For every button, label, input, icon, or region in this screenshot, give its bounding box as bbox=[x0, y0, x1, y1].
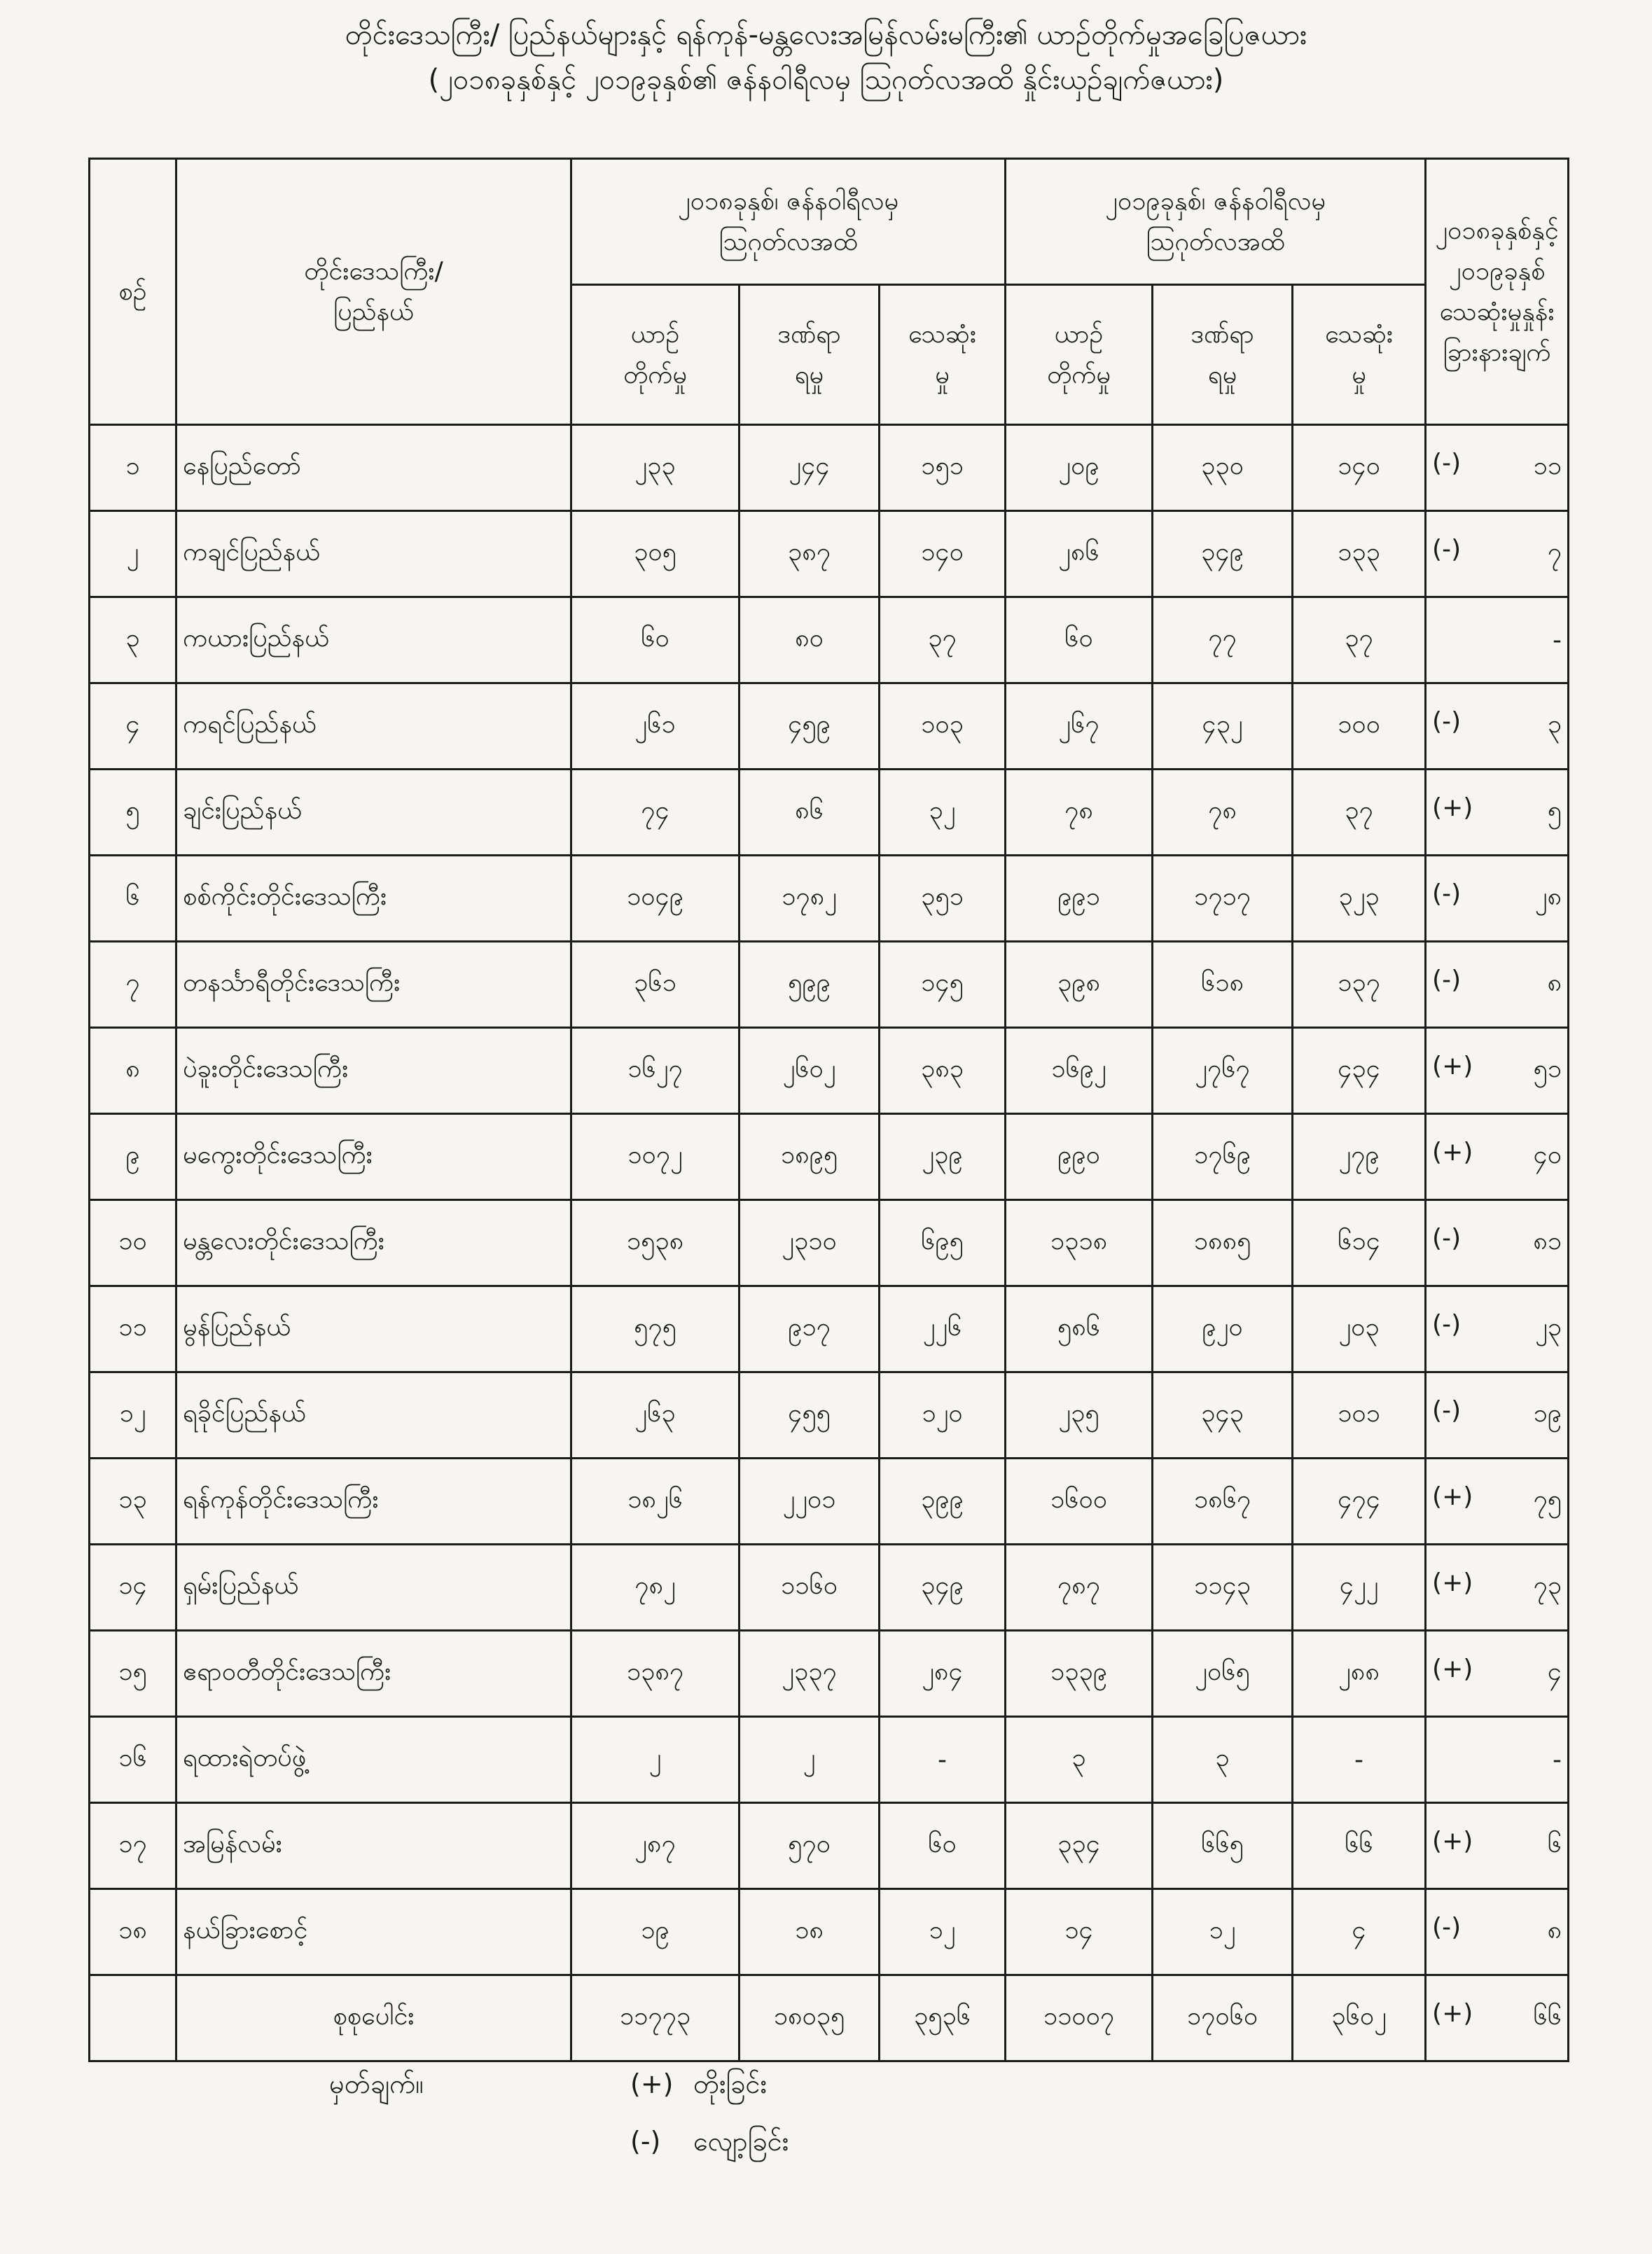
injured-2019: ၂၇၆၇ bbox=[1153, 1028, 1293, 1114]
deaths-2018: ၁၀၃ bbox=[880, 683, 1006, 770]
header-serial: စဉ် bbox=[90, 159, 176, 425]
table-row bbox=[90, 1286, 1569, 1372]
deaths-2019: ၃၇ bbox=[1293, 770, 1426, 856]
header-region-line-1: တိုင်းဒေသကြီး/ bbox=[304, 256, 443, 286]
deaths-2018: ၃၅၁ bbox=[880, 856, 1006, 942]
header-period-2018 bbox=[571, 159, 1006, 285]
table-row bbox=[90, 1889, 1569, 1975]
injured-2018: ၂၃၃၇ bbox=[740, 1631, 880, 1717]
accidents-2019: ၁၆၀၀ bbox=[1006, 1459, 1153, 1545]
region-name: ရထားရဲတပ်ဖွဲ့ bbox=[176, 1717, 571, 1803]
note-text-increase: တိုးခြင်း bbox=[693, 2068, 768, 2099]
injured-2018: ၂၂၀၁ bbox=[740, 1459, 880, 1545]
table-row bbox=[90, 1200, 1569, 1286]
header-injured-2019 bbox=[1153, 285, 1293, 425]
total-row bbox=[90, 1975, 1569, 2061]
note-text-decrease: လျော့ခြင်း bbox=[693, 2126, 789, 2157]
injured-2019: ၁၈၈၅ bbox=[1153, 1200, 1293, 1286]
header-deaths-2018-line-2: မှု bbox=[935, 360, 950, 389]
accidents-2019: ၂၃၅ bbox=[1006, 1372, 1153, 1459]
accidents-2018: ၁၀၄၉ bbox=[571, 856, 740, 942]
deaths-2018: ၂၃၉ bbox=[880, 1114, 1006, 1200]
accidents-2019: ၁၃၃၉ bbox=[1006, 1631, 1153, 1717]
total-serial-cell bbox=[90, 1975, 176, 2061]
injured-2019: ၁၈၆၇ bbox=[1153, 1459, 1293, 1545]
region-name: ချင်းပြည်နယ် bbox=[176, 770, 571, 856]
deaths-2019: ၂၀၃ bbox=[1293, 1286, 1426, 1372]
accidents-2019: ၅၈၆ bbox=[1006, 1286, 1153, 1372]
note-sign-decrease: (-) bbox=[630, 2126, 661, 2157]
region-name: ကယားပြည်နယ် bbox=[176, 597, 571, 683]
death-difference bbox=[1426, 942, 1569, 1028]
injured-2019: ၁၁၄၃ bbox=[1153, 1545, 1293, 1631]
difference-value: ၇ bbox=[1547, 538, 1562, 566]
difference-sign: (+) bbox=[1432, 1482, 1473, 1511]
table-row bbox=[90, 597, 1569, 683]
difference-value: ၇၅ bbox=[1533, 1485, 1562, 1514]
deaths-2019: ၁၃၃ bbox=[1293, 511, 1426, 597]
deaths-2019: ၁၄၀ bbox=[1293, 425, 1426, 511]
difference-value: ၈ bbox=[1547, 968, 1562, 997]
death-difference bbox=[1426, 1286, 1569, 1372]
accidents-2018: ၁၈၂၆ bbox=[571, 1459, 740, 1545]
region-name: ဧရာဝတီတိုင်းဒေသကြီး bbox=[176, 1631, 571, 1717]
header-injured-2019-line-1: ဒဏ်ရာ bbox=[1191, 319, 1254, 349]
difference-sign: (-) bbox=[1432, 1224, 1462, 1253]
table-row bbox=[90, 1631, 1569, 1717]
header-accidents-2019 bbox=[1006, 285, 1153, 425]
header-accidents-2019-line-1: ယာဉ် bbox=[1054, 319, 1104, 349]
total-label: စုစုပေါင်း bbox=[176, 1975, 571, 2061]
region-name: မန္တလေးတိုင်းဒေသကြီး bbox=[176, 1200, 571, 1286]
death-difference bbox=[1426, 770, 1569, 856]
deaths-2018: ၃၇ bbox=[880, 597, 1006, 683]
deaths-2018: ၁၄၅ bbox=[880, 942, 1006, 1028]
death-difference bbox=[1426, 511, 1569, 597]
deaths-2018: ၂၈၄ bbox=[880, 1631, 1006, 1717]
accidents-2019: ၃၃၄ bbox=[1006, 1803, 1153, 1889]
injured-2018: ၁၇၈၂ bbox=[740, 856, 880, 942]
total-injured-2019: ၁၇၀၆၀ bbox=[1153, 1975, 1293, 2061]
difference-value: ၂၃ bbox=[1535, 1313, 1562, 1342]
accidents-2018: ၆၀ bbox=[571, 597, 740, 683]
header-injured-2018 bbox=[740, 285, 880, 425]
death-difference bbox=[1426, 1803, 1569, 1889]
death-difference bbox=[1426, 1114, 1569, 1200]
header-comparison-line-2: ၂၀၁၉ခုနှစ် bbox=[1448, 256, 1546, 286]
accidents-2018: ၂၃၃ bbox=[571, 425, 740, 511]
accidents-2018: ၅၇၅ bbox=[571, 1286, 740, 1372]
header-deaths-2019 bbox=[1293, 285, 1426, 425]
total-deaths-2018: ၃၅၃၆ bbox=[880, 1975, 1006, 2061]
death-difference bbox=[1426, 1889, 1569, 1975]
death-difference bbox=[1426, 1459, 1569, 1545]
accidents-2019: ၇၈၇ bbox=[1006, 1545, 1153, 1631]
difference-value: - bbox=[1553, 625, 1562, 655]
deaths-2019: ၄၇၄ bbox=[1293, 1459, 1426, 1545]
injured-2018: ၂၆၀၂ bbox=[740, 1028, 880, 1114]
difference-value: ၈ bbox=[1547, 1916, 1562, 1945]
region-name: ကရင်ပြည်နယ် bbox=[176, 683, 571, 770]
death-difference bbox=[1426, 1545, 1569, 1631]
header-deaths-2018 bbox=[880, 285, 1006, 425]
deaths-2018: ၃၉၉ bbox=[880, 1459, 1006, 1545]
difference-sign: (-) bbox=[1432, 966, 1462, 994]
region-name: တနင်္သာရီတိုင်းဒေသကြီး bbox=[176, 942, 571, 1028]
deaths-2019: ၃၇ bbox=[1293, 597, 1426, 683]
total-accidents-2019: ၁၁၀၀၇ bbox=[1006, 1975, 1153, 2061]
difference-sign: (-) bbox=[1432, 1913, 1462, 1942]
accidents-2019: ၇၈ bbox=[1006, 770, 1153, 856]
serial-cell: ၁၇ bbox=[90, 1803, 176, 1889]
injured-2019: ၃၃၀ bbox=[1153, 425, 1293, 511]
difference-value: ၁၁ bbox=[1533, 452, 1562, 480]
serial-cell: ၁၈ bbox=[90, 1889, 176, 1975]
accidents-2018: ၁၃၈၇ bbox=[571, 1631, 740, 1717]
table-row bbox=[90, 1028, 1569, 1114]
header-region-line-2: ပြည်နယ် bbox=[333, 297, 414, 326]
deaths-2019: ၆၁၄ bbox=[1293, 1200, 1426, 1286]
difference-sign: (-) bbox=[1432, 449, 1462, 478]
accidents-2018: ၂၆၁ bbox=[571, 683, 740, 770]
table-row bbox=[90, 1114, 1569, 1200]
title-line-2: (၂၀၁၈ခုနှစ်နှင့် ၂၀၁၉ခုနှစ်၏ ဇန်နဝါရီလမှ ဩဂုတ်လအထိ နှိုင်းယှဉ်ချက်ဇယား) bbox=[428, 64, 1224, 96]
note-sign-increase: (+) bbox=[630, 2068, 674, 2099]
injured-2018: ၈၆ bbox=[740, 770, 880, 856]
total-death-difference bbox=[1426, 1975, 1569, 2061]
difference-value: ၆ bbox=[1547, 1830, 1562, 1858]
accidents-2018: ၂ bbox=[571, 1717, 740, 1803]
table-row bbox=[90, 1459, 1569, 1545]
total-accidents-2018: ၁၁၇၇၃ bbox=[571, 1975, 740, 2061]
difference-sign: (-) bbox=[1432, 707, 1462, 736]
death-difference bbox=[1426, 856, 1569, 942]
header-accidents-2018 bbox=[571, 285, 740, 425]
injured-2019: ၉၂၀ bbox=[1153, 1286, 1293, 1372]
difference-value: ၂၈ bbox=[1534, 882, 1562, 911]
table-row bbox=[90, 683, 1569, 770]
accidents-2019: ၉၉၀ bbox=[1006, 1114, 1153, 1200]
serial-cell: ၅ bbox=[90, 770, 176, 856]
header-comparison bbox=[1426, 159, 1569, 425]
accidents-2019: ၂၀၉ bbox=[1006, 425, 1153, 511]
title-line-1: တိုင်းဒေသကြီး/ ပြည်နယ်များနှင့် ရန်ကုန်-မန္တလေးအမြန်လမ်းမကြီး၏ ယာဉ်တိုက်မှုအခြေပြဇယား bbox=[345, 19, 1307, 51]
serial-cell: ၁၃ bbox=[90, 1459, 176, 1545]
deaths-2018: ၃၈၃ bbox=[880, 1028, 1006, 1114]
injured-2018: ၅၉၉ bbox=[740, 942, 880, 1028]
death-difference bbox=[1426, 597, 1569, 683]
injured-2019: ၁၇၁၇ bbox=[1153, 856, 1293, 942]
injured-2019: ၃ bbox=[1153, 1717, 1293, 1803]
death-difference bbox=[1426, 1717, 1569, 1803]
header-deaths-2019-line-1: သေဆုံး bbox=[1325, 319, 1393, 349]
header-deaths-2018-line-1: သေဆုံး bbox=[908, 319, 976, 349]
injured-2018: ၈၀ bbox=[740, 597, 880, 683]
injured-2018: ၂၄၄ bbox=[740, 425, 880, 511]
serial-cell: ၆ bbox=[90, 856, 176, 942]
difference-value: ၇၃ bbox=[1533, 1571, 1562, 1600]
serial-cell: ၈ bbox=[90, 1028, 176, 1114]
header-region bbox=[176, 159, 571, 425]
header-period-2019-line-1: ၂၀၁၉ခုနှစ်၊ ဇန်နဝါရီလမှ bbox=[1105, 186, 1326, 216]
serial-cell: ၁၁ bbox=[90, 1286, 176, 1372]
deaths-2018: ၃၄၉ bbox=[880, 1545, 1006, 1631]
difference-value: ၁၉ bbox=[1533, 1399, 1562, 1428]
accidents-2019: ၂၈၆ bbox=[1006, 511, 1153, 597]
note-row-decrease bbox=[329, 2113, 789, 2170]
difference-sign: (+) bbox=[1432, 1052, 1473, 1080]
accidents-2019: ၃၉၈ bbox=[1006, 942, 1153, 1028]
accidents-2018: ၁၆၂၇ bbox=[571, 1028, 740, 1114]
region-name: ရခိုင်ပြည်နယ် bbox=[176, 1372, 571, 1459]
serial-cell: ၇ bbox=[90, 942, 176, 1028]
difference-sign: (+) bbox=[1432, 1655, 1473, 1683]
injured-2018: ၄၅၉ bbox=[740, 683, 880, 770]
injured-2018: ၃၈၇ bbox=[740, 511, 880, 597]
injured-2019: ၄၃၂ bbox=[1153, 683, 1293, 770]
injured-2018: ၂၃၁၀ bbox=[740, 1200, 880, 1286]
injured-2019: ၃၄၉ bbox=[1153, 511, 1293, 597]
serial-cell: ၁၀ bbox=[90, 1200, 176, 1286]
deaths-2018: ၁၂ bbox=[880, 1889, 1006, 1975]
table-row bbox=[90, 770, 1569, 856]
injured-2018: ၅၇၀ bbox=[740, 1803, 880, 1889]
accidents-2019: ၁၃၁၈ bbox=[1006, 1200, 1153, 1286]
table-row bbox=[90, 511, 1569, 597]
serial-cell: ၁၅ bbox=[90, 1631, 176, 1717]
deaths-2018: ၂၂၆ bbox=[880, 1286, 1006, 1372]
region-name: နေပြည်တော် bbox=[176, 425, 571, 511]
death-difference bbox=[1426, 425, 1569, 511]
deaths-2019: ၂၇၉ bbox=[1293, 1114, 1426, 1200]
accidents-2018: ၁၉ bbox=[571, 1889, 740, 1975]
difference-value: - bbox=[1553, 1745, 1562, 1774]
difference-sign: (+) bbox=[1432, 1138, 1473, 1167]
deaths-2019: ၃၂၃ bbox=[1293, 856, 1426, 942]
accidents-2018: ၇၈၂ bbox=[571, 1545, 740, 1631]
region-name: အမြန်လမ်း bbox=[176, 1803, 571, 1889]
total-injured-2018: ၁၈၀၃၅ bbox=[740, 1975, 880, 2061]
header-comparison-line-4: ခြားနားချက် bbox=[1443, 338, 1551, 367]
difference-sign: (-) bbox=[1432, 1310, 1462, 1339]
region-name: စစ်ကိုင်းတိုင်းဒေသကြီး bbox=[176, 856, 571, 942]
deaths-2019: ၁၀၁ bbox=[1293, 1372, 1426, 1459]
region-name: မွန်ပြည်နယ် bbox=[176, 1286, 571, 1372]
accidents-2019: ၂၆၇ bbox=[1006, 683, 1153, 770]
injured-2019: ၁၂ bbox=[1153, 1889, 1293, 1975]
table-row bbox=[90, 1545, 1569, 1631]
injured-2018: ၂ bbox=[740, 1717, 880, 1803]
injured-2018: ၉၁၇ bbox=[740, 1286, 880, 1372]
serial-cell: ၁၂ bbox=[90, 1372, 176, 1459]
deaths-2019: ၆၆ bbox=[1293, 1803, 1426, 1889]
header-period-2018-line-2: ဩဂုတ်လအထိ bbox=[719, 227, 858, 256]
table-row bbox=[90, 856, 1569, 942]
difference-sign: (+) bbox=[1432, 1568, 1473, 1597]
region-name: ရန်ကုန်တိုင်းဒေသကြီး bbox=[176, 1459, 571, 1545]
death-difference bbox=[1426, 683, 1569, 770]
table-row bbox=[90, 1717, 1569, 1803]
deaths-2018: ၁၅၁ bbox=[880, 425, 1006, 511]
difference-value: ၅၁ bbox=[1533, 1055, 1562, 1083]
serial-cell: ၂ bbox=[90, 511, 176, 597]
deaths-2019: ၁၀၀ bbox=[1293, 683, 1426, 770]
deaths-2019: ၁၃၇ bbox=[1293, 942, 1426, 1028]
accidents-2019: ၃ bbox=[1006, 1717, 1153, 1803]
accidents-2019: ၉၉၁ bbox=[1006, 856, 1153, 942]
region-name: ရှမ်းပြည်နယ် bbox=[176, 1545, 571, 1631]
region-name: နယ်ခြားစောင့် bbox=[176, 1889, 571, 1975]
serial-cell: ၁၄ bbox=[90, 1545, 176, 1631]
difference-value: ၄၀ bbox=[1533, 1141, 1562, 1169]
difference-sign: (-) bbox=[1432, 879, 1462, 908]
injured-2019: ၆၆၅ bbox=[1153, 1803, 1293, 1889]
serial-cell: ၃ bbox=[90, 597, 176, 683]
accidents-2019: ၁၄ bbox=[1006, 1889, 1153, 1975]
deaths-2018: ၃၂ bbox=[880, 770, 1006, 856]
page-title bbox=[0, 13, 1652, 102]
difference-sign: (+) bbox=[1432, 1827, 1473, 1856]
header-accidents-2019-line-2: တိုက်မှု bbox=[1047, 360, 1111, 389]
header-deaths-2019-line-2: မှု bbox=[1352, 360, 1366, 389]
header-injured-2018-line-1: ဒဏ်ရာ bbox=[777, 319, 841, 349]
total-difference-sign: (+) bbox=[1432, 1999, 1473, 2028]
death-difference bbox=[1426, 1631, 1569, 1717]
header-period-2019-line-2: ဩဂုတ်လအထိ bbox=[1146, 227, 1285, 256]
accidents-2018: ၂၆၃ bbox=[571, 1372, 740, 1459]
injured-2019: ၆၁၈ bbox=[1153, 942, 1293, 1028]
accident-comparison-table bbox=[88, 158, 1569, 2062]
death-difference bbox=[1426, 1200, 1569, 1286]
header-accidents-2018-line-1: ယာဉ် bbox=[630, 319, 680, 349]
accidents-2018: ၁၀၇၂ bbox=[571, 1114, 740, 1200]
serial-cell: ၉ bbox=[90, 1114, 176, 1200]
serial-cell: ၄ bbox=[90, 683, 176, 770]
header-period-2018-line-1: ၂၀၁၈ခုနှစ်၊ ဇန်နဝါရီလမှ bbox=[677, 186, 899, 216]
deaths-2019: ၂၈၈ bbox=[1293, 1631, 1426, 1717]
region-name: ကချင်ပြည်နယ် bbox=[176, 511, 571, 597]
accidents-2018: ၁၅၃၈ bbox=[571, 1200, 740, 1286]
header-comparison-line-3: သေဆုံးမှုနှုန်း bbox=[1439, 297, 1555, 326]
deaths-2019: - bbox=[1293, 1717, 1426, 1803]
notes bbox=[329, 2055, 789, 2170]
table-body bbox=[90, 425, 1569, 2061]
accidents-2019: ၆၀ bbox=[1006, 597, 1153, 683]
accidents-2018: ၂၈၇ bbox=[571, 1803, 740, 1889]
difference-sign: (+) bbox=[1432, 793, 1473, 822]
header-injured-2019-line-2: ရမှု bbox=[1207, 360, 1237, 389]
header-comparison-line-1: ၂၀၁၈ခုနှစ်နှင့် bbox=[1435, 216, 1559, 245]
table-row bbox=[90, 425, 1569, 511]
injured-2018: ၁၁၆၀ bbox=[740, 1545, 880, 1631]
difference-value: ၃ bbox=[1547, 710, 1562, 739]
header-period-2019 bbox=[1006, 159, 1426, 285]
region-name: မကွေးတိုင်းဒေသကြီး bbox=[176, 1114, 571, 1200]
injured-2018: ၁၈ bbox=[740, 1889, 880, 1975]
death-difference bbox=[1426, 1028, 1569, 1114]
header-row-1 bbox=[90, 159, 1569, 285]
total-deaths-2019: ၃၆၀၂ bbox=[1293, 1975, 1426, 2061]
table-row bbox=[90, 1803, 1569, 1889]
table-row bbox=[90, 1372, 1569, 1459]
accidents-2018: ၃၀၅ bbox=[571, 511, 740, 597]
accidents-2018: ၃၆၁ bbox=[571, 942, 740, 1028]
region-name: ပဲခူးတိုင်းဒေသကြီး bbox=[176, 1028, 571, 1114]
notes-label: မှတ်ချက်။ bbox=[329, 2068, 424, 2099]
deaths-2018: - bbox=[880, 1717, 1006, 1803]
header-injured-2018-line-2: ရမှု bbox=[794, 360, 824, 389]
injured-2019: ၂၀၆၅ bbox=[1153, 1631, 1293, 1717]
deaths-2019: ၄၃၄ bbox=[1293, 1028, 1426, 1114]
header-accidents-2018-line-2: တိုက်မှု bbox=[623, 360, 687, 389]
injured-2019: ၇၇ bbox=[1153, 597, 1293, 683]
deaths-2018: ၁၂၀ bbox=[880, 1372, 1006, 1459]
difference-sign: (-) bbox=[1432, 1396, 1462, 1425]
deaths-2019: ၄၂၂ bbox=[1293, 1545, 1426, 1631]
difference-sign: (-) bbox=[1432, 535, 1462, 564]
injured-2019: ၇၈ bbox=[1153, 770, 1293, 856]
note-row-increase bbox=[329, 2055, 789, 2113]
injured-2018: ၄၅၅ bbox=[740, 1372, 880, 1459]
injured-2019: ၁၇၆၉ bbox=[1153, 1114, 1293, 1200]
difference-value: ၅ bbox=[1547, 796, 1562, 825]
difference-value: ၄ bbox=[1547, 1657, 1562, 1686]
serial-cell: ၁၆ bbox=[90, 1717, 176, 1803]
accidents-2019: ၁၆၉၂ bbox=[1006, 1028, 1153, 1114]
difference-value: ၈၁ bbox=[1533, 1227, 1562, 1255]
death-difference bbox=[1426, 1372, 1569, 1459]
deaths-2018: ၆၀ bbox=[880, 1803, 1006, 1889]
injured-2019: ၃၄၃ bbox=[1153, 1372, 1293, 1459]
deaths-2018: ၁၄၀ bbox=[880, 511, 1006, 597]
injured-2018: ၁၈၉၅ bbox=[740, 1114, 880, 1200]
total-difference-value: ၆၆ bbox=[1533, 2002, 1562, 2031]
accidents-2018: ၇၄ bbox=[571, 770, 740, 856]
table-row bbox=[90, 942, 1569, 1028]
deaths-2018: ၆၉၅ bbox=[880, 1200, 1006, 1286]
deaths-2019: ၄ bbox=[1293, 1889, 1426, 1975]
serial-cell: ၁ bbox=[90, 425, 176, 511]
